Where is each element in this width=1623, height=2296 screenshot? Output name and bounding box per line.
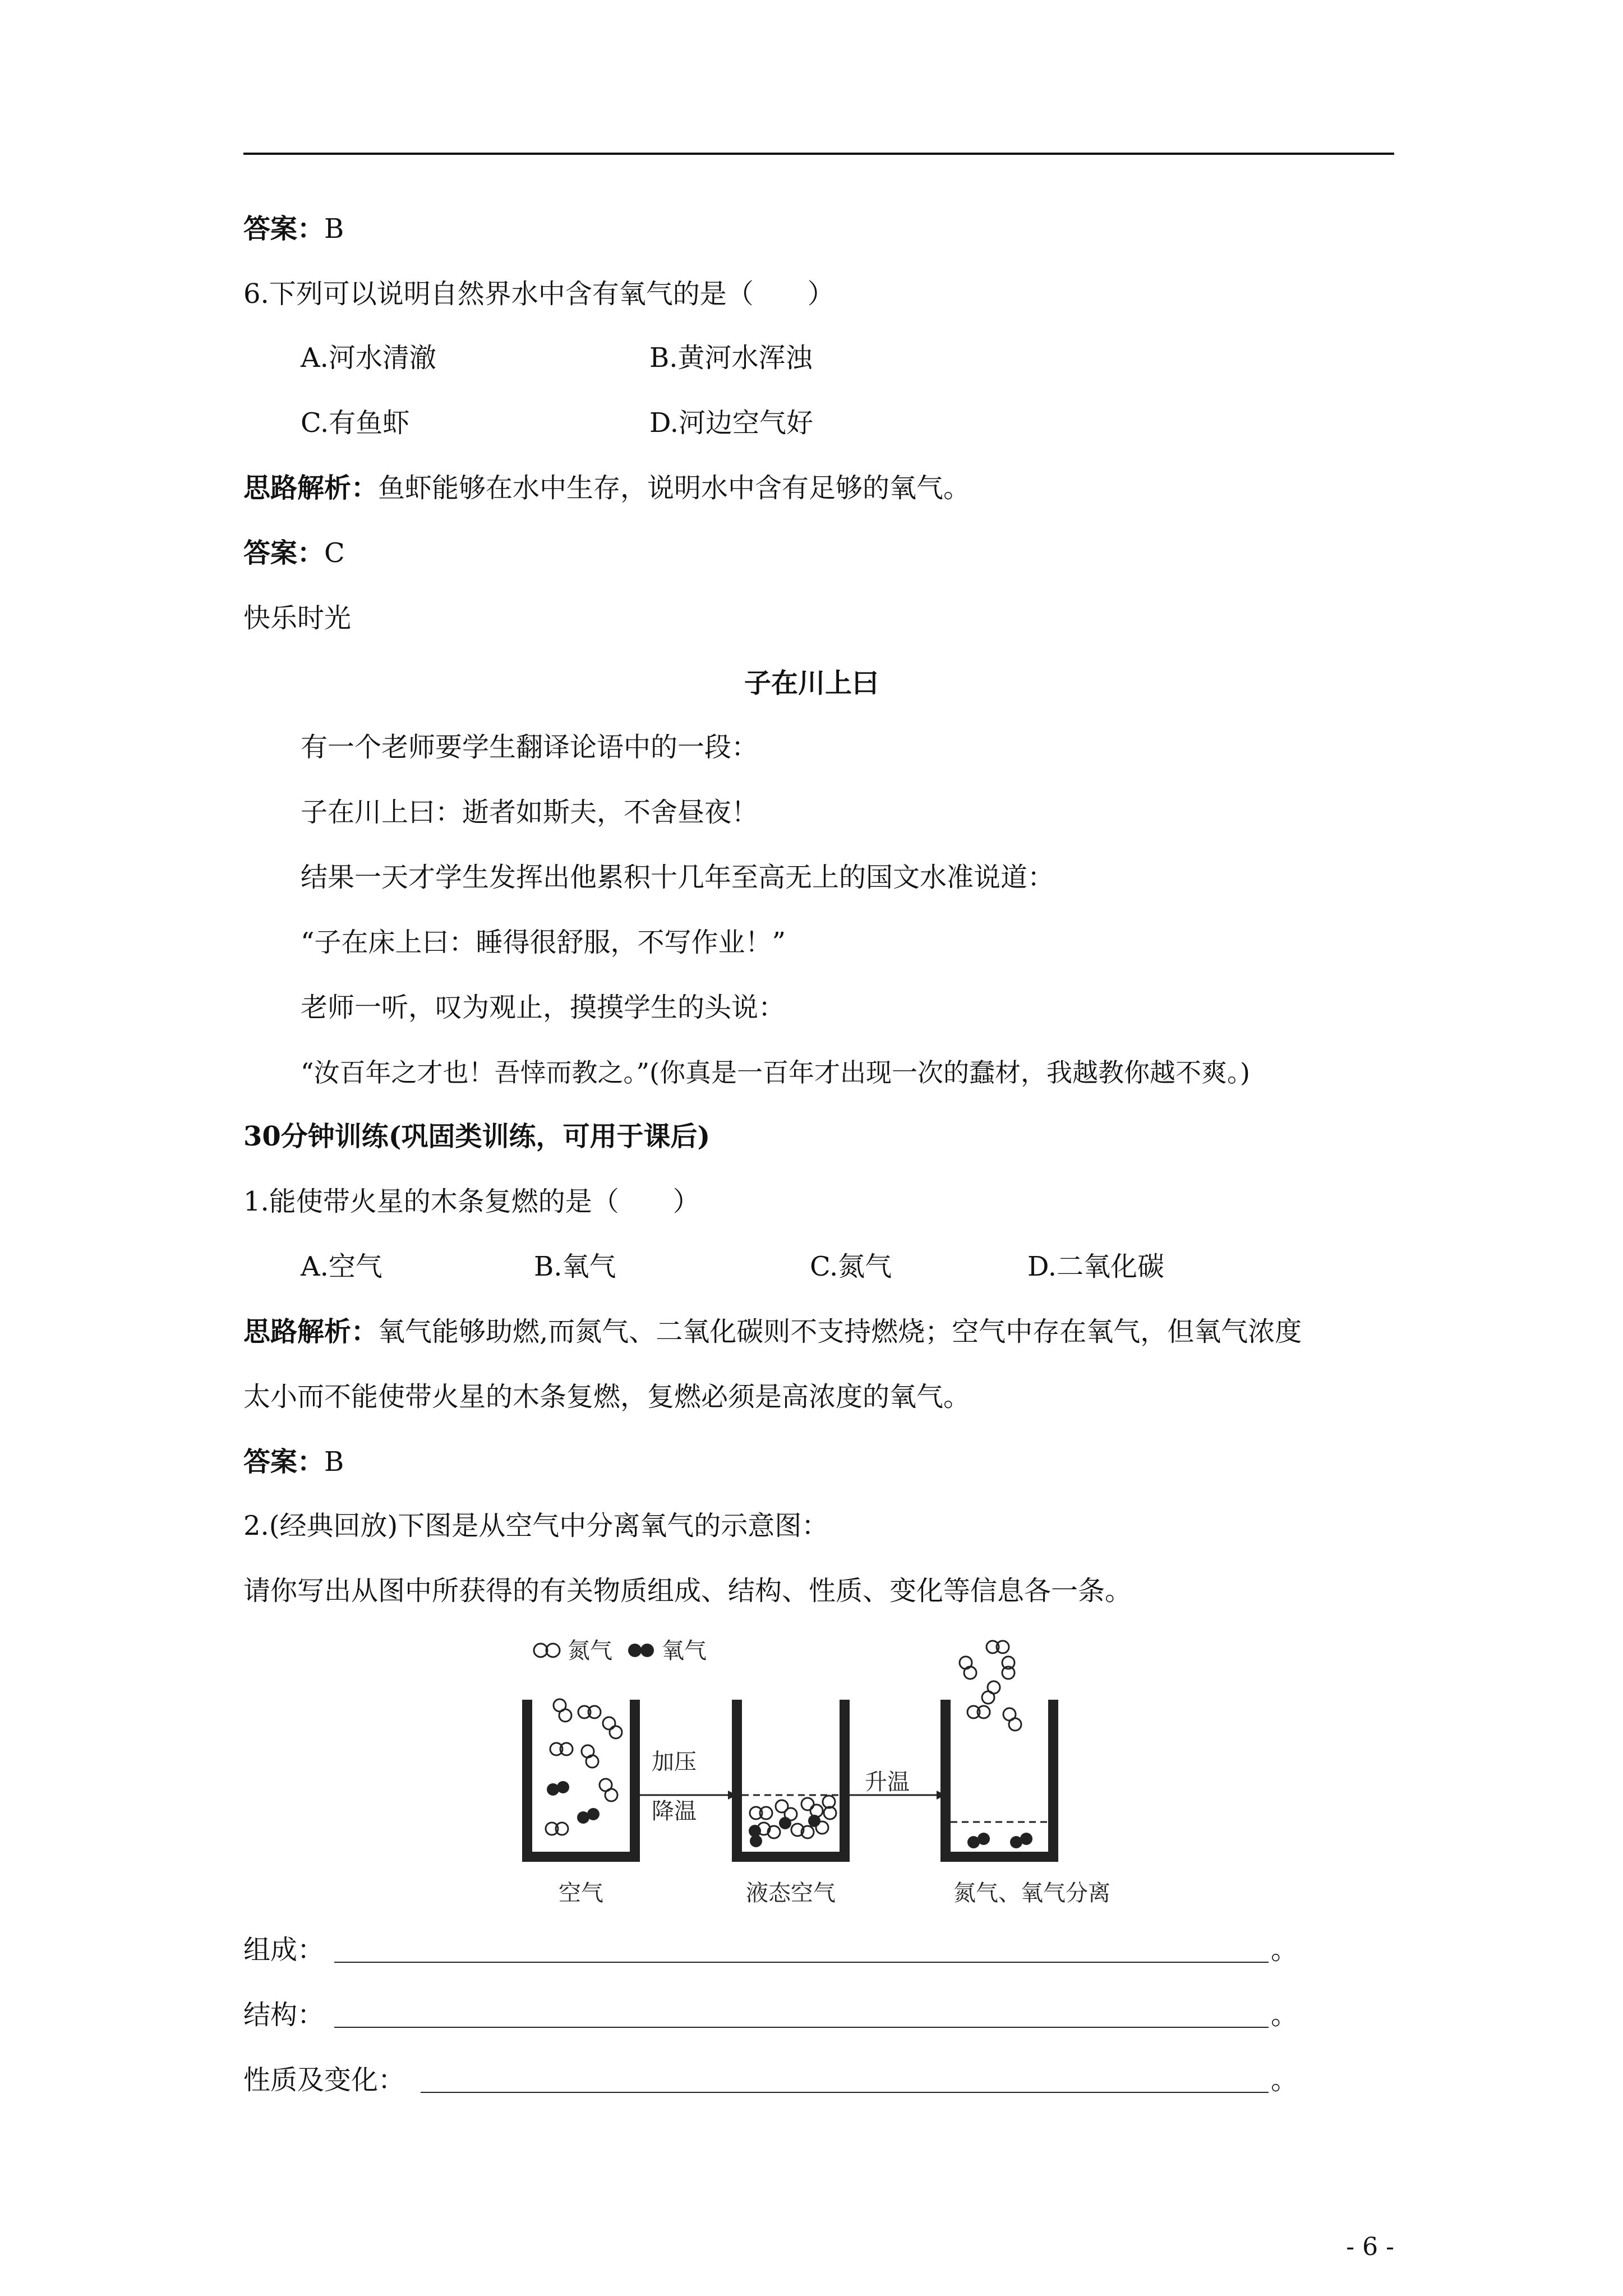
fun-line-5: 老师一听，叹为观止，摸摸学生的头说： xyxy=(301,992,786,1023)
legend-nitrogen-label: 氮气 xyxy=(568,1638,612,1664)
t1-stem: 1.能使带火星的木条复燃的是（ ） xyxy=(243,1186,700,1217)
answer-value: C xyxy=(324,537,345,569)
t1-analysis-line-2: 太小而不能使带火星的木条复燃，复燃必须是高浓度的氧气。 xyxy=(243,1381,971,1412)
blank-composition-input-line[interactable] xyxy=(334,1962,1269,1963)
q6-stem: 6.下列可以说明自然界水中含有氧气的是（ ） xyxy=(243,278,834,310)
caption-liquid-air: 液态空气 xyxy=(746,1880,836,1906)
caption-air: 空气 xyxy=(559,1880,603,1906)
blank-property-label: 性质及变化： xyxy=(243,2064,405,2096)
training-heading: 30分钟训练(巩固类训练，可用于课后) xyxy=(243,1121,711,1152)
answer-label: 答案： xyxy=(243,213,325,245)
fun-line-1: 有一个老师要学生翻译论语中的一段： xyxy=(301,731,759,763)
analysis-label: 思路解析： xyxy=(243,1316,379,1347)
container-air xyxy=(527,1700,635,1857)
q6-answer xyxy=(243,536,345,570)
legend-nitrogen-icon xyxy=(534,1644,560,1657)
separated-oxygen-molecules xyxy=(967,1833,1032,1848)
answer-value: B xyxy=(324,1446,344,1478)
page-number: - 6 - xyxy=(1346,2233,1394,2261)
blank-composition-label: 组成： xyxy=(243,1934,325,1966)
blank-structure-label: 结构： xyxy=(243,1999,325,2031)
fun-line-3: 结果一天才学生发挥出他累积十几年至高无上的国文水准说道： xyxy=(301,862,1055,893)
blank-structure-end: 。 xyxy=(1271,1999,1298,2031)
q5-answer xyxy=(243,212,344,246)
answer-label: 答案： xyxy=(243,1446,325,1478)
legend-oxygen-label: 氧气 xyxy=(662,1638,707,1664)
t2-stem: 2.(经典回放)下图是从空气中分离氧气的示意图： xyxy=(243,1510,829,1542)
t2-prompt: 请你写出从图中所获得的有关物质组成、结构、性质、变化等信息各一条。 xyxy=(243,1575,1132,1607)
air-oxygen-molecules xyxy=(547,1781,600,1824)
header-rule xyxy=(243,153,1394,155)
q6-option-a: A.河水清澈 xyxy=(301,342,436,374)
t1-option-a: A.空气 xyxy=(301,1251,382,1282)
blank-property-end: 。 xyxy=(1271,2064,1298,2096)
blank-property-input-line[interactable] xyxy=(421,2092,1269,2093)
step2-label: 升温 xyxy=(865,1769,910,1795)
caption-separated: 氮气、氧气分离 xyxy=(953,1880,1110,1906)
separated-nitrogen-molecules xyxy=(960,1641,1021,1731)
legend-oxygen-icon xyxy=(628,1644,654,1657)
q6-option-b: B.黄河水浑浊 xyxy=(649,342,813,374)
q6-option-d: D.河边空气好 xyxy=(649,407,814,439)
fun-section-label: 快乐时光 xyxy=(243,602,352,634)
t1-analysis-line-1 xyxy=(243,1315,1302,1349)
answer-value: B xyxy=(324,213,344,245)
blank-structure-input-line[interactable] xyxy=(334,2027,1269,2028)
step1-label-top: 加压 xyxy=(652,1749,697,1775)
t1-option-d: D.二氧化碳 xyxy=(1027,1251,1165,1282)
blank-composition-end: 。 xyxy=(1271,1934,1298,1966)
analysis-label: 思路解析： xyxy=(243,472,379,504)
analysis-text: 氧气能够助燃,而氮气、二氧化碳则不支持燃烧；空气中存在氧气，但氧气浓度 xyxy=(378,1316,1302,1347)
fun-line-6: “汝百年之才也！吾悻而教之。”(你真是一百年才出现一次的蠢材，我越教你越不爽。) xyxy=(301,1057,1250,1088)
air-separation-figure xyxy=(505,1621,1133,1913)
liquid-oxygen-molecules xyxy=(749,1815,820,1847)
fun-line-4: “子在床上曰：睡得很舒服，不写作业！” xyxy=(301,927,786,958)
analysis-text: 鱼虾能够在水中生存，说明水中含有足够的氧气。 xyxy=(378,472,971,504)
t1-option-b: B.氧气 xyxy=(534,1251,616,1282)
liquid-nitrogen-molecules xyxy=(750,1796,836,1838)
q6-option-c: C.有鱼虾 xyxy=(301,407,410,439)
container-separated xyxy=(946,1700,1053,1857)
step1-label-bottom: 降温 xyxy=(652,1798,697,1824)
t1-answer xyxy=(243,1445,344,1479)
answer-label: 答案： xyxy=(243,537,325,569)
q6-analysis xyxy=(243,471,970,505)
fun-line-2: 子在川上曰：逝者如斯夫，不舍昼夜！ xyxy=(301,797,759,828)
fun-title: 子在川上曰 xyxy=(744,668,879,699)
t1-option-c: C.氮气 xyxy=(810,1251,892,1282)
